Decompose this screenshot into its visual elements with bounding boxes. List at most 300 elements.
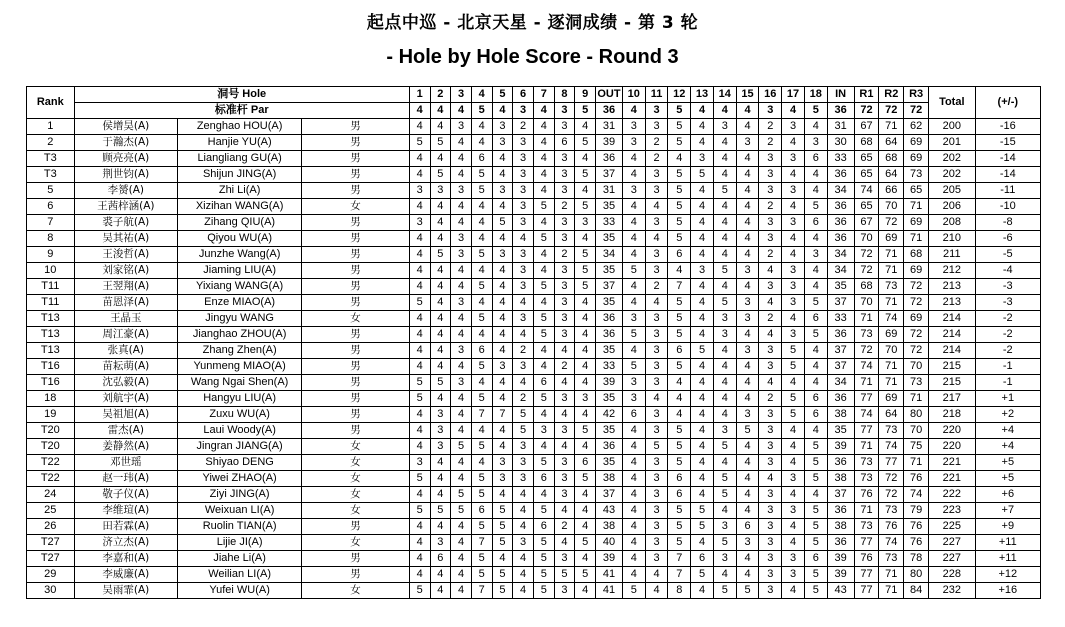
- score-cell: 80: [904, 567, 929, 583]
- score-cell: 5: [668, 535, 691, 551]
- score-cell: 4: [713, 407, 736, 423]
- rank-cell: 30: [27, 583, 75, 599]
- score-cell: 3: [759, 519, 782, 535]
- score-cell: 4: [691, 199, 714, 215]
- score-cell: 5: [668, 135, 691, 151]
- score-cell: 4: [713, 567, 736, 583]
- score-cell: 5: [713, 263, 736, 279]
- score-cell: 4: [575, 311, 596, 327]
- score-cell: 3: [645, 455, 668, 471]
- score-cell: 5: [409, 583, 430, 599]
- score-cell: 5: [409, 391, 430, 407]
- score-cell: 4: [575, 583, 596, 599]
- score-cell: 4: [622, 567, 645, 583]
- score-cell: 3: [645, 311, 668, 327]
- hole-label-header: 洞号 Hole: [74, 87, 409, 103]
- score-cell: 35: [596, 343, 623, 359]
- score-cell: 5: [668, 231, 691, 247]
- total-cell: 211: [929, 247, 976, 263]
- score-cell: 5: [691, 567, 714, 583]
- score-cell: 4: [575, 295, 596, 311]
- score-cell: 5: [471, 311, 492, 327]
- score-cell: 5: [622, 263, 645, 279]
- score-cell: 36: [827, 535, 854, 551]
- score-cell: 5: [804, 439, 827, 455]
- par-value-header: 3: [513, 103, 534, 119]
- rank-cell: T27: [27, 535, 75, 551]
- score-cell: 4: [451, 583, 472, 599]
- score-cell: 33: [827, 311, 854, 327]
- score-cell: 4: [622, 423, 645, 439]
- score-cell: 5: [533, 503, 554, 519]
- rank-header: Rank: [27, 87, 75, 119]
- score-cell: 37: [596, 167, 623, 183]
- gender-cell: 女: [302, 199, 410, 215]
- score-cell: 4: [691, 215, 714, 231]
- player-name-cn: 周江豪(A): [74, 327, 177, 343]
- score-cell: 69: [879, 231, 904, 247]
- par-value-header: 3: [645, 103, 668, 119]
- score-cell: 39: [827, 551, 854, 567]
- score-cell: 4: [471, 119, 492, 135]
- score-cell: 3: [645, 247, 668, 263]
- score-cell: 4: [471, 455, 492, 471]
- score-cell: 3: [513, 151, 534, 167]
- score-cell: 3: [645, 263, 668, 279]
- score-cell: 6: [668, 487, 691, 503]
- to-par-cell: +4: [975, 439, 1040, 455]
- score-cell: 5: [668, 439, 691, 455]
- rank-cell: T3: [27, 167, 75, 183]
- score-cell: 5: [736, 583, 759, 599]
- score-cell: 74: [904, 487, 929, 503]
- score-cell: 3: [713, 519, 736, 535]
- gender-cell: 男: [302, 551, 410, 567]
- score-cell: 70: [854, 295, 879, 311]
- score-cell: 4: [691, 135, 714, 151]
- score-cell: 3: [645, 119, 668, 135]
- score-cell: 5: [471, 519, 492, 535]
- score-cell: 3: [713, 311, 736, 327]
- score-cell: 4: [759, 263, 782, 279]
- total-cell: 213: [929, 279, 976, 295]
- score-cell: 3: [409, 183, 430, 199]
- score-cell: 4: [430, 359, 451, 375]
- rank-cell: T13: [27, 327, 75, 343]
- score-cell: 4: [645, 583, 668, 599]
- score-cell: 4: [409, 551, 430, 567]
- score-cell: 4: [645, 567, 668, 583]
- score-cell: 34: [596, 247, 623, 263]
- score-cell: 4: [451, 199, 472, 215]
- score-cell: 66: [879, 183, 904, 199]
- score-cell: 4: [430, 311, 451, 327]
- score-cell: 5: [575, 167, 596, 183]
- score-cell: 4: [804, 375, 827, 391]
- total-cell: 212: [929, 263, 976, 279]
- to-par-cell: -16: [975, 119, 1040, 135]
- score-cell: 3: [492, 247, 513, 263]
- score-cell: 3: [554, 455, 575, 471]
- gender-cell: 女: [302, 439, 410, 455]
- score-cell: 3: [759, 151, 782, 167]
- score-cell: 4: [430, 519, 451, 535]
- score-cell: 43: [596, 503, 623, 519]
- score-cell: 2: [759, 247, 782, 263]
- total-cell: 232: [929, 583, 976, 599]
- player-name-en: Jianghao ZHOU(A): [178, 327, 302, 343]
- score-cell: 3: [430, 423, 451, 439]
- total-cell: 210: [929, 231, 976, 247]
- score-cell: 4: [471, 423, 492, 439]
- score-cell: 3: [492, 471, 513, 487]
- gender-cell: 女: [302, 503, 410, 519]
- score-cell: 5: [533, 583, 554, 599]
- score-cell: 2: [554, 199, 575, 215]
- player-name-en: Weilian LI(A): [178, 567, 302, 583]
- score-cell: 4: [492, 343, 513, 359]
- total-cell: 223: [929, 503, 976, 519]
- score-cell: 4: [575, 343, 596, 359]
- score-cell: 3: [782, 119, 805, 135]
- score-cell: 3: [782, 551, 805, 567]
- score-cell: 62: [904, 119, 929, 135]
- score-cell: 74: [879, 439, 904, 455]
- score-cell: 3: [759, 455, 782, 471]
- score-cell: 4: [622, 535, 645, 551]
- score-cell: 36: [827, 455, 854, 471]
- rank-cell: T20: [27, 423, 75, 439]
- score-cell: 4: [804, 279, 827, 295]
- score-cell: 5: [622, 327, 645, 343]
- score-cell: 4: [430, 567, 451, 583]
- score-cell: 4: [471, 215, 492, 231]
- score-cell: 3: [409, 215, 430, 231]
- header-row-par: [27, 103, 1041, 119]
- score-cell: 5: [782, 407, 805, 423]
- score-cell: 3: [554, 263, 575, 279]
- player-name-cn: 田若霖(A): [74, 519, 177, 535]
- rank-cell: 18: [27, 391, 75, 407]
- score-cell: 3: [645, 551, 668, 567]
- score-cell: 4: [409, 231, 430, 247]
- score-cell: 4: [409, 263, 430, 279]
- table-row: [27, 535, 1041, 551]
- score-cell: 76: [904, 519, 929, 535]
- score-cell: 3: [759, 407, 782, 423]
- score-cell: 5: [575, 279, 596, 295]
- score-cell: 5: [409, 503, 430, 519]
- score-cell: 73: [904, 375, 929, 391]
- player-name-en: Hangyu LIU(A): [178, 391, 302, 407]
- score-cell: 3: [451, 119, 472, 135]
- score-cell: 3: [513, 167, 534, 183]
- score-cell: 67: [854, 119, 879, 135]
- score-cell: 4: [492, 279, 513, 295]
- score-cell: 4: [554, 535, 575, 551]
- score-cell: 2: [759, 119, 782, 135]
- score-cell: 5: [492, 519, 513, 535]
- score-cell: 5: [492, 535, 513, 551]
- score-cell: 5: [713, 471, 736, 487]
- score-cell: 36: [827, 215, 854, 231]
- score-cell: 3: [554, 311, 575, 327]
- par-label-header: 标准杆 Par: [74, 103, 409, 119]
- score-cell: 31: [596, 119, 623, 135]
- to-par-cell: -5: [975, 247, 1040, 263]
- player-name-en: Jingran JIANG(A): [178, 439, 302, 455]
- score-cell: 4: [430, 583, 451, 599]
- score-cell: 3: [782, 471, 805, 487]
- score-cell: 5: [451, 487, 472, 503]
- score-cell: 3: [782, 263, 805, 279]
- score-cell: 36: [596, 311, 623, 327]
- page-title-chinese: 起点中巡 - 北京天星 - 逐洞成绩 - 第 3 轮: [366, 13, 699, 33]
- score-cell: 3: [451, 343, 472, 359]
- score-cell: 71: [879, 359, 904, 375]
- table-row: [27, 423, 1041, 439]
- gender-cell: 男: [302, 567, 410, 583]
- score-cell: 5: [575, 263, 596, 279]
- rank-cell: 10: [27, 263, 75, 279]
- score-cell: 3: [691, 151, 714, 167]
- score-cell: 4: [554, 343, 575, 359]
- score-cell: 3: [645, 375, 668, 391]
- score-cell: 4: [736, 551, 759, 567]
- rank-cell: 2: [27, 135, 75, 151]
- score-cell: 4: [713, 135, 736, 151]
- score-cell: 5: [575, 199, 596, 215]
- par-value-header: 4: [622, 103, 645, 119]
- to-par-cell: -2: [975, 343, 1040, 359]
- table-row: [27, 519, 1041, 535]
- score-cell: 3: [622, 391, 645, 407]
- player-name-cn: 王茜梓涵(A): [74, 199, 177, 215]
- score-cell: 3: [713, 423, 736, 439]
- score-cell: 64: [879, 407, 904, 423]
- total-cell: 200: [929, 119, 976, 135]
- score-cell: 4: [575, 375, 596, 391]
- score-cell: 5: [471, 487, 492, 503]
- score-cell: 5: [492, 567, 513, 583]
- score-cell: 3: [554, 215, 575, 231]
- score-cell: 4: [409, 327, 430, 343]
- score-cell: 3: [759, 359, 782, 375]
- score-cell: 4: [622, 471, 645, 487]
- score-cell: 84: [904, 583, 929, 599]
- gender-cell: 男: [302, 343, 410, 359]
- gender-cell: 男: [302, 407, 410, 423]
- player-name-cn: 苗恩泽(A): [74, 295, 177, 311]
- score-cell: 38: [827, 519, 854, 535]
- hole-number-header: OUT: [596, 87, 623, 103]
- score-cell: 43: [827, 583, 854, 599]
- to-par-header: (+/-): [975, 87, 1040, 119]
- rank-cell: T11: [27, 279, 75, 295]
- player-name-en: Yixiang WANG(A): [178, 279, 302, 295]
- score-cell: 3: [645, 471, 668, 487]
- score-cell: 3: [782, 503, 805, 519]
- gender-cell: 男: [302, 135, 410, 151]
- score-cell: 35: [596, 231, 623, 247]
- table-row: [27, 503, 1041, 519]
- score-cell: 3: [759, 167, 782, 183]
- score-cell: 3: [409, 455, 430, 471]
- player-name-en: Lijie JI(A): [178, 535, 302, 551]
- score-cell: 71: [854, 503, 879, 519]
- rank-cell: T16: [27, 359, 75, 375]
- score-cell: 3: [645, 183, 668, 199]
- score-cell: 4: [533, 343, 554, 359]
- score-cell: 4: [513, 295, 534, 311]
- score-cell: 5: [575, 135, 596, 151]
- score-cell: 3: [513, 455, 534, 471]
- player-name-cn: 李威廉(A): [74, 567, 177, 583]
- score-cell: 68: [904, 247, 929, 263]
- score-cell: 5: [430, 247, 451, 263]
- score-cell: 5: [691, 167, 714, 183]
- score-cell: 5: [430, 167, 451, 183]
- table-row: [27, 167, 1041, 183]
- score-cell: 4: [804, 167, 827, 183]
- score-cell: 3: [759, 215, 782, 231]
- score-cell: 3: [554, 295, 575, 311]
- score-cell: 4: [622, 199, 645, 215]
- score-cell: 40: [596, 535, 623, 551]
- rank-cell: 25: [27, 503, 75, 519]
- score-cell: 4: [492, 423, 513, 439]
- score-cell: 31: [827, 119, 854, 135]
- score-cell: 72: [904, 295, 929, 311]
- score-cell: 4: [471, 263, 492, 279]
- rank-cell: T3: [27, 151, 75, 167]
- score-cell: 3: [554, 423, 575, 439]
- score-cell: 4: [409, 311, 430, 327]
- score-cell: 3: [782, 295, 805, 311]
- score-cell: 4: [782, 455, 805, 471]
- score-cell: 4: [409, 343, 430, 359]
- total-cell: 208: [929, 215, 976, 231]
- rank-cell: 26: [27, 519, 75, 535]
- score-cell: 4: [471, 199, 492, 215]
- score-cell: 3: [645, 215, 668, 231]
- score-cell: 4: [782, 583, 805, 599]
- player-name-cn: 吴雨霏(A): [74, 583, 177, 599]
- score-cell: 5: [782, 359, 805, 375]
- header-row-holes: [27, 87, 1041, 103]
- score-cell: 3: [782, 567, 805, 583]
- score-cell: 6: [804, 551, 827, 567]
- score-cell: 71: [904, 455, 929, 471]
- hole-number-header: 7: [533, 87, 554, 103]
- to-par-cell: +9: [975, 519, 1040, 535]
- player-name-en: Yufei WU(A): [178, 583, 302, 599]
- gender-cell: 女: [302, 471, 410, 487]
- score-cell: 4: [736, 167, 759, 183]
- score-cell: 4: [668, 151, 691, 167]
- par-value-header: 5: [471, 103, 492, 119]
- score-cell: 5: [533, 455, 554, 471]
- gender-cell: 男: [302, 215, 410, 231]
- score-cell: 4: [713, 359, 736, 375]
- score-cell: 3: [645, 359, 668, 375]
- score-cell: 4: [451, 519, 472, 535]
- score-cell: 3: [554, 487, 575, 503]
- rank-cell: 1: [27, 119, 75, 135]
- score-cell: 41: [596, 583, 623, 599]
- scoreboard-table: [26, 86, 1041, 599]
- par-value-header: 36: [596, 103, 623, 119]
- score-cell: 3: [430, 183, 451, 199]
- score-cell: 6: [575, 455, 596, 471]
- score-cell: 4: [409, 487, 430, 503]
- score-cell: 4: [492, 439, 513, 455]
- score-cell: 4: [691, 487, 714, 503]
- score-cell: 77: [854, 583, 879, 599]
- score-cell: 39: [827, 439, 854, 455]
- score-cell: 4: [645, 231, 668, 247]
- player-name-cn: 裘子航(A): [74, 215, 177, 231]
- score-cell: 4: [622, 519, 645, 535]
- score-cell: 34: [827, 247, 854, 263]
- score-cell: 37: [827, 359, 854, 375]
- score-cell: 3: [804, 135, 827, 151]
- score-cell: 3: [575, 215, 596, 231]
- score-cell: 36: [827, 327, 854, 343]
- table-row: [27, 119, 1041, 135]
- score-cell: 5: [575, 247, 596, 263]
- score-cell: 4: [430, 151, 451, 167]
- to-par-cell: +12: [975, 567, 1040, 583]
- score-cell: 4: [409, 279, 430, 295]
- total-cell: 202: [929, 151, 976, 167]
- score-cell: 4: [430, 263, 451, 279]
- score-cell: 4: [409, 407, 430, 423]
- score-cell: 73: [879, 279, 904, 295]
- score-cell: 2: [554, 519, 575, 535]
- par-value-header: 5: [668, 103, 691, 119]
- score-cell: 71: [854, 375, 879, 391]
- score-cell: 3: [736, 263, 759, 279]
- par-value-header: 3: [554, 103, 575, 119]
- score-cell: 69: [904, 135, 929, 151]
- score-cell: 4: [736, 567, 759, 583]
- player-name-en: Jingyu WANG: [178, 311, 302, 327]
- score-cell: 2: [513, 343, 534, 359]
- score-cell: 5: [668, 423, 691, 439]
- score-cell: 4: [622, 231, 645, 247]
- score-cell: 5: [713, 183, 736, 199]
- score-cell: 3: [736, 295, 759, 311]
- player-name-en: Weixuan LI(A): [178, 503, 302, 519]
- to-par-cell: -3: [975, 295, 1040, 311]
- score-cell: 3: [713, 119, 736, 135]
- score-cell: 4: [736, 199, 759, 215]
- player-name-en: Yiwei ZHAO(A): [178, 471, 302, 487]
- score-cell: 76: [904, 535, 929, 551]
- score-cell: 3: [430, 439, 451, 455]
- score-cell: 72: [879, 471, 904, 487]
- score-cell: 6: [804, 311, 827, 327]
- score-cell: 4: [409, 439, 430, 455]
- score-cell: 4: [533, 183, 554, 199]
- score-cell: 38: [827, 471, 854, 487]
- score-cell: 4: [451, 535, 472, 551]
- score-cell: 77: [879, 455, 904, 471]
- score-cell: 3: [513, 215, 534, 231]
- gender-cell: 女: [302, 535, 410, 551]
- score-cell: 4: [451, 135, 472, 151]
